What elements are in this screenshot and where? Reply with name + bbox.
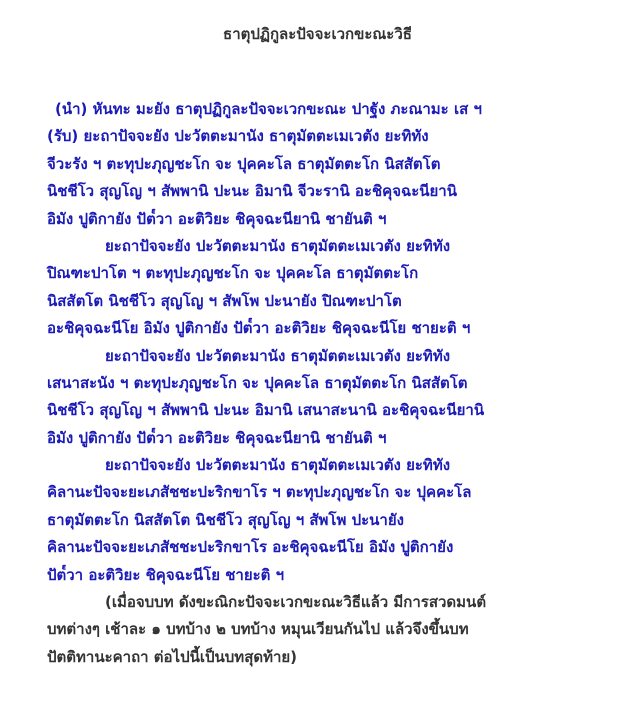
instruction-note-line: (เมื่อจบบท ดังขะณิกะปัจจะเวกขะณะวิธีแล้ว มีการสวดมนต์ — [105, 593, 487, 612]
chant-line: นิชชีโว สุญโญ ฯ สัพพานิ ปะนะ อิมานิ จีวะรานิ อะชิคุจฉะนียานิ — [47, 182, 457, 201]
chant-line: นิสสัตโต นิชชีโว สุญโญ ฯ สัพโพ ปะนายัง ปิณฑะปาโต — [47, 291, 402, 310]
chant-line-stanza-start: ยะถาปัจจะยัง ปะวัตตะมานัง ธาตุมัตตะเมเวตัง ยะทิทัง — [105, 456, 451, 475]
chant-line: ปัต๎วา อะติวิยะ ชิคุจฉะนีโย ชายะติ ฯ — [47, 565, 285, 584]
chant-line-stanza-start: ยะถาปัจจะยัง ปะวัตตะมานัง ธาตุมัตตะเมเวตัง ยะทิทัง — [105, 236, 451, 255]
document-title: ธาตุปฏิกูละปัจจะเวกขะณะวิธี — [223, 25, 412, 43]
chant-line: อิมัง ปูติกายัง ปัต๎วา อะติวิยะ ชิคุจฉะนียานิ ชายันติ ฯ — [47, 209, 387, 228]
chant-line: (รับ) ยะถาปัจจะยัง ปะวัตตะมานัง ธาตุมัตตะเมเวตัง ยะทิทัง — [47, 127, 429, 146]
chant-line: นิชชีโว สุญโญ ฯ สัพพานิ ปะนะ อิมานิ เสนาสะนานิ อะชิคุจฉะนียานิ — [47, 401, 485, 420]
instruction-note-line: ปัตติทานะคาถา ต่อไปนี้เป็นบทสุดท้าย) — [47, 647, 298, 666]
chant-line-stanza-start: ยะถาปัจจะยัง ปะวัตตะมานัง ธาตุมัตตะเมเวตัง ยะทิทัง — [105, 346, 451, 365]
chant-line: ธาตุมัตตะโก นิสสัตโต นิชชีโว สุญโญ ฯ สัพโพ ปะนายัง — [47, 510, 404, 529]
chant-line: จีวะรัง ฯ ตะทุปะภุญชะโก จะ ปุคคะโล ธาตุมัตตะโก นิสสัตโต — [47, 154, 441, 173]
chant-line: ปิณฑะปาโต ฯ ตะทุปะภุญชะโก จะ ปุคคะโล ธาตุมัตตะโก — [47, 264, 419, 283]
chant-line: อิมัง ปูติกายัง ปัต๎วา อะติวิยะ ชิคุจฉะนียานิ ชายันติ ฯ — [47, 428, 387, 447]
chant-line: เสนาสะนัง ฯ ตะทุปะภุญชะโก จะ ปุคคะโล ธาตุมัตตะโก นิสสัตโต — [47, 373, 468, 392]
chant-line: คิลานะปัจจะยะเภสัชชะปะริกขาโร ฯ ตะทุปะภุญชะโก จะ ปุคคะโล — [47, 483, 472, 502]
instruction-note-line: บทต่างๆ เช้าละ ๑ บทบ้าง ๒ บทบ้าง หมุนเวียนกันไป แล้วจึงขึ้นบท — [47, 620, 469, 639]
chant-line: คิลานะปัจจะยะเภสัชชะปะริกขาโร อะชิคุจฉะนีโย อิมัง ปูติกายัง — [47, 538, 454, 557]
chant-body — [47, 96, 627, 671]
chant-line-lead: (นำ) หันทะ มะยัง ธาตุปฏิกูละปัจจะเวกขะณะ ปาฐัง ภะณามะ เส ฯ — [55, 100, 482, 118]
chant-line: อะชิคุจฉะนีโย อิมัง ปูติกายัง ปัต๎วา อะติวิยะ ชิคุจฉะนีโย ชายะติ ฯ — [47, 319, 471, 338]
